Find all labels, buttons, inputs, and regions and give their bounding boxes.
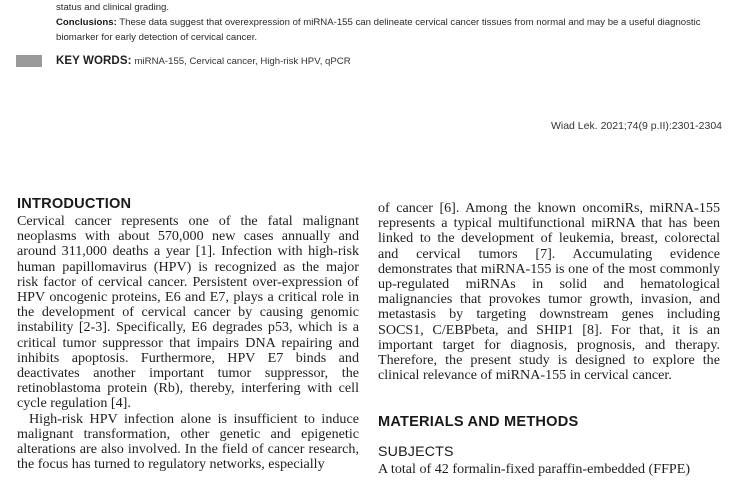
introduction-heading: INTRODUCTION — [17, 196, 132, 212]
keywords-label: KEY WORDS: — [56, 55, 132, 67]
subjects-text: A total of 42 formalin-fixed paraffin-embedded (FFPE) — [378, 461, 691, 478]
abstract-conclusions — [56, 15, 726, 45]
abstract-tail — [56, 0, 726, 45]
introduction-paragraph-1: Cervical cancer represents one of the fatal malignant neoplasms with about 570,000 new cases annually and around 311,000 deaths a year [1]. Infection with high-risk human papillomavirus (HPV) is recognized as the major risk factor of cervical cancer. Persistent over-expression of HPV oncogenic proteins, E6 and E7, plays a critical role in the development of cervical cancer by causing genomic instability [2-3]. Specifically, E6 degrades p53, which is a critical tumor suppressor that impairs DNA repairing and inhibits apoptosis. Furthermore, HPV E7 binds and deactivates another important tumor suppressor, the retinoblastoma protein (Rb), thereby, interfering with cell cycle regulation [4]. — [17, 213, 359, 412]
conclusions-label: Conclusions: — [56, 17, 117, 28]
right-column — [378, 201, 720, 478]
introduction-paragraph-2-continued: of cancer [6]. Among the known oncomiRs, miRNA-155 represents a typical multifunctional miRNA that has been linked to the development of leukemia, breast, colorectal and cervical tumors [7]. Accumulating evidence demonstrates that miRNA-155 is one of the most commonly up-regulated miRNAs in solid and hematological malignancies that provokes tumor growth, invasion, and metastasis by targeting downstream genes including SOCS1, C/EBPbeta, and SHIP1 [8]. For that, it is an important target for diagnosis, prognosis, and therapy. Therefore, the present study is designed to explore the clinical relevance of miRNA-155 in cervical cancer. — [378, 200, 720, 384]
introduction-paragraph-2: High-risk HPV infection alone is insufficient to induce malignant transformation, other genetic and epigenetic alterations are also involved. In the field of cancer research, the focus has turned to regulatory networks, especially — [17, 410, 359, 473]
keywords-text: miRNA-155, Cervical cancer, High-risk HPV, qPCR — [134, 55, 351, 67]
keywords-bar-marker — [16, 55, 42, 67]
citation: Wiad Lek. 2021;74(9 p.II):2301-2304 — [550, 120, 722, 132]
conclusions-text: These data suggest that overexpression of miRNA-155 can delineate cervical cancer tissues from normal and may be a useful diagnostic biomarker for early detection of cervical cancer. — [56, 17, 701, 43]
keywords-row — [16, 52, 351, 70]
methods-heading: MATERIALS AND METHODS — [378, 414, 579, 431]
left-column — [17, 196, 359, 472]
subjects-subheading: SUBJECTS — [378, 444, 454, 461]
abstract-status-line: status and clinical grading. — [56, 2, 170, 13]
